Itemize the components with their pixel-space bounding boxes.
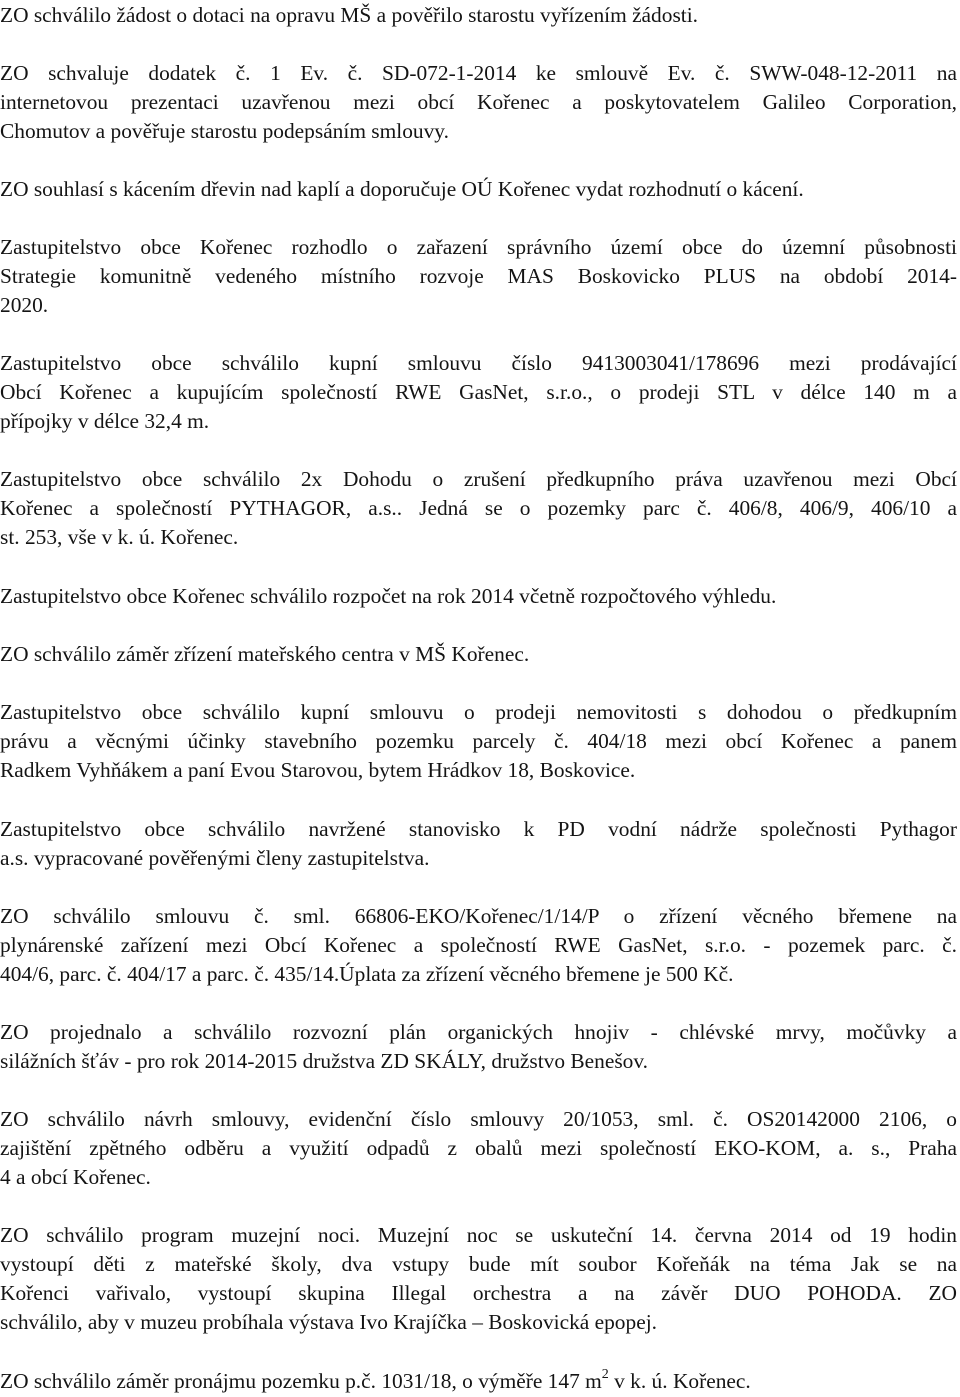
paragraph-pronajem-pozemku xyxy=(0,1367,957,1396)
paragraph-vecne-bremeno xyxy=(0,902,957,989)
text-line: Strategie komunitně vedeného místního rozvoje MAS Boskovicko PLUS na období 2014- xyxy=(0,264,957,288)
text-line: zajištění zpětného odběru a využití odpadů z obalů mezi společností EKO-KOM, a. s., Praha xyxy=(0,1136,957,1160)
text-before-superscript: ZO schválilo záměr pronájmu pozemku p.č. 1031/18, o výměře 147 m xyxy=(0,1369,602,1393)
text-line: ZO schválilo návrh smlouvy, evidenční číslo smlouvy 20/1053, sml. č. OS20142000 2106, o xyxy=(0,1107,957,1131)
text-line: Zastupitelstvo obce schválilo navržené stanovisko k PD vodní nádrže společnosti Pythagor xyxy=(0,817,957,841)
paragraph-mas-boskovicko xyxy=(0,233,957,320)
text-line: schválilo, aby v muzeu probíhala výstava Ivo Krajíčka – Boskovická epopej. xyxy=(0,1310,657,1334)
text-line: ZO souhlasí s kácením dřevin nad kaplí a doporučuje OÚ Kořenec vydat rozhodnutí o kácení. xyxy=(0,177,804,201)
text-line: Zastupitelstvo obce schválilo kupní smlouvu číslo 9413003041/178696 mezi prodávající xyxy=(0,351,957,375)
text-line: 2020. xyxy=(0,293,49,317)
paragraph-rozvozni-plan xyxy=(0,1018,957,1076)
text-line: Zastupitelstvo obce schválilo 2x Dohodu o zrušení předkupního práva uzavřenou mezi Obcí xyxy=(0,467,957,491)
paragraph-vodni-nadrz xyxy=(0,815,957,873)
superscript-exponent: 2 xyxy=(601,1366,609,1382)
text-line: ZO schválilo program muzejní noci. Muzejní noc se uskuteční 14. června 2014 od 19 hodin xyxy=(0,1223,957,1247)
text-line xyxy=(0,1367,957,1396)
text-line: ZO schválilo smlouvu č. sml. 66806-EKO/Kořenec/1/14/P o zřízení věcného břemene na xyxy=(0,904,957,928)
paragraph-kupni-smlouva-nemovitost xyxy=(0,698,957,785)
text-line: ZO schválilo záměr zřízení mateřského centra v MŠ Kořenec. xyxy=(0,642,530,666)
paragraph-kupni-smlouva-rwe xyxy=(0,349,957,436)
text-line: ZO schválilo žádost o dotaci na opravu MŠ a pověřilo starostu vyřízením žádosti. xyxy=(0,3,699,27)
text-line: Kořenec a společností PYTHAGOR, a.s.. Jedná se o pozemky parc č. 406/8, 406/9, 406/10 a xyxy=(0,496,957,520)
paragraph-dohoda-pythagor xyxy=(0,465,957,552)
text-line: 4 a obcí Kořenec. xyxy=(0,1165,151,1189)
paragraph-dodatek-smlouvy xyxy=(0,59,957,146)
paragraph-materske-centrum xyxy=(0,640,957,669)
paragraph-kaceni-drevin xyxy=(0,175,957,204)
text-line: silážních šťáv - pro rok 2014-2015 družstva ZD SKÁLY, družstvo Benešov. xyxy=(0,1049,649,1073)
paragraph-eko-kom xyxy=(0,1105,957,1192)
text-line: Obcí Kořenec a kupujícím společností RWE GasNet, s.r.o., o prodeji STL v délce 140 m a xyxy=(0,380,957,404)
text-line: 404/6, parc. č. 404/17 a parc. č. 435/14.Úplata za zřízení věcného břemene je 500 Kč. xyxy=(0,962,734,986)
text-line: internetovou prezentaci uzavřenou mezi obcí Kořenec a poskytovatelem Galileo Corporation, xyxy=(0,90,957,114)
text-line: plynárenské zařízení mezi Obcí Kořenec a společností RWE GasNet, s.r.o. - pozemek parc. č. xyxy=(0,933,957,957)
text-line: Radkem Vyhňákem a paní Evou Starovou, bytem Hrádkov 18, Boskovice. xyxy=(0,758,636,782)
text-line: Zastupitelstvo obce Kořenec schválilo rozpočet na rok 2014 včetně rozpočtového výhledu. xyxy=(0,584,777,608)
text-line: Chomutov a pověřuje starostu podepsáním smlouvy. xyxy=(0,119,449,143)
text-line: ZO projednalo a schválilo rozvozní plán organických hnojiv - chlévské mrvy, močůvky a xyxy=(0,1020,957,1044)
text-line: Kořenci vařivalo, vystoupí skupina Illegal orchestra a na závěr DUO POHODA. ZO xyxy=(0,1281,957,1305)
text-line: Zastupitelstvo obce Kořenec rozhodlo o zařazení správního území obce do územní působnosti xyxy=(0,235,957,259)
text-line: přípojky v délce 32,4 m. xyxy=(0,409,210,433)
text-line: Zastupitelstvo obce schválilo kupní smlouvu o prodeji nemovitosti s dohodou o předkupním xyxy=(0,700,957,724)
paragraph-rozpocet-2014 xyxy=(0,582,957,611)
text-line: a.s. vypracované pověřenými členy zastupitelstva. xyxy=(0,846,430,870)
text-line: ZO schvaluje dodatek č. 1 Ev. č. SD-072-1-2014 ke smlouvě Ev. č. SWW-048-12-2011 na xyxy=(0,61,957,85)
text-line: st. 253, vše v k. ú. Kořenec. xyxy=(0,525,239,549)
text-line: právu a věcnými účinky stavebního pozemku parcely č. 404/18 mezi obcí Kořenec a panem xyxy=(0,729,957,753)
paragraph-dotace-ms xyxy=(0,1,957,30)
text-after-superscript: v k. ú. Kořenec. xyxy=(608,1369,751,1393)
paragraph-muzejni-noc xyxy=(0,1221,957,1337)
text-line: vystoupí děti z mateřské školy, dva vstupy bude mít soubor Kořeňák na téma Jak se na xyxy=(0,1252,957,1276)
